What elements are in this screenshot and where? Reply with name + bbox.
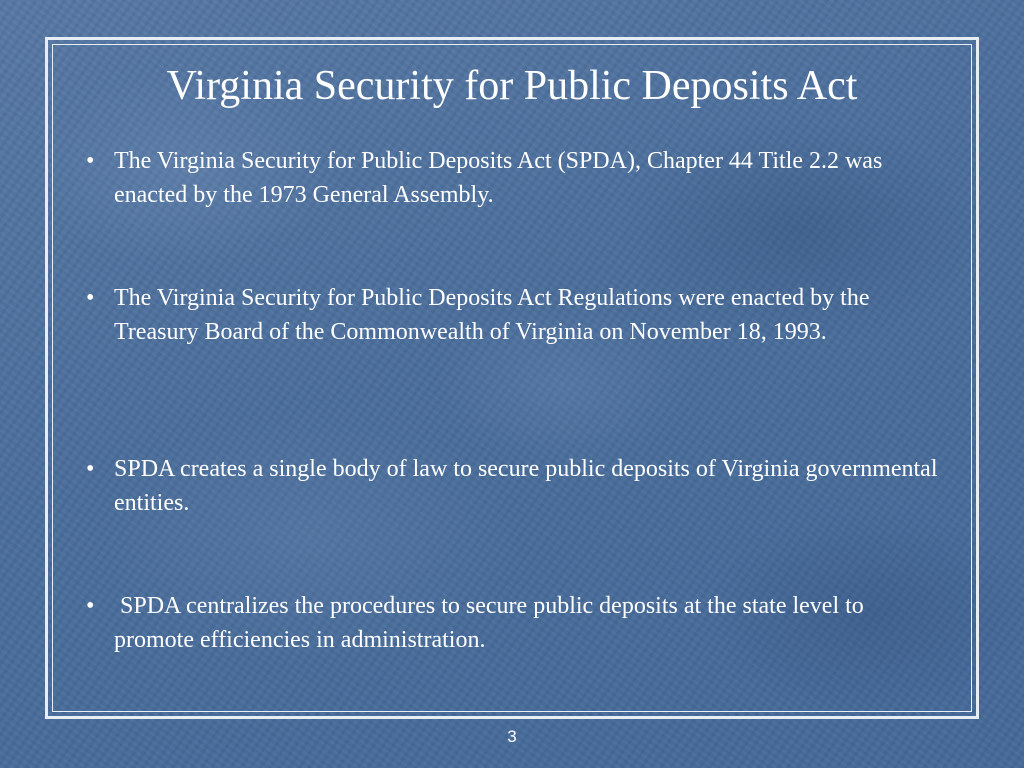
bullet-item (86, 281, 946, 349)
bullet-marker: • (86, 285, 95, 311)
bullet-text: SPDA centralizes the procedures to secure public deposits at the state level to promote efficiencies in administration. (114, 593, 870, 653)
bullet-marker: • (86, 456, 95, 482)
bullet-text: The Virginia Security for Public Deposits Act (SPDA), Chapter 44 Title 2.2 was enacted by the 1973 General Assembly. (114, 148, 889, 208)
slide-title: Virginia Security for Public Deposits Act (166, 63, 858, 109)
bullet-item (86, 452, 946, 520)
bullet-item (86, 144, 946, 212)
bullet-text: SPDA creates a single body of law to secure public deposits of Virginia governmental entities. (114, 456, 944, 516)
bullet-text: The Virginia Security for Public Deposits Act Regulations were enacted by the Treasury Board of the Commonwealth of Virginia on November 18, 1993. (114, 285, 876, 345)
bullet-marker: • (86, 593, 95, 619)
page-number: 3 (507, 727, 517, 746)
bullet-item (86, 589, 946, 657)
bullet-marker: • (86, 148, 95, 174)
